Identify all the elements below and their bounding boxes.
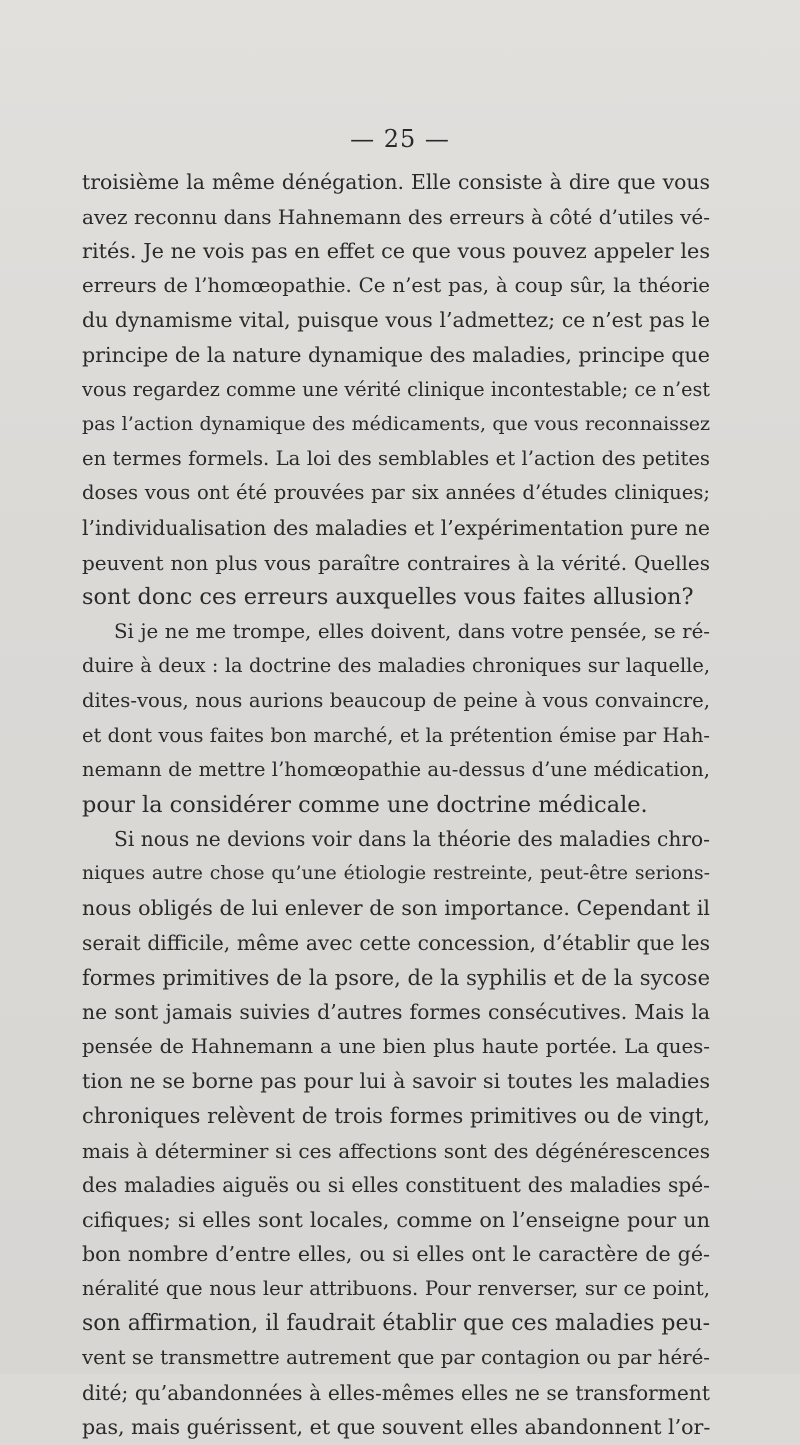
text-line: pas l’action dynamique des médicaments, que vous reconnaissez [82,413,710,436]
text-line: avez reconnu dans Hahnemann des erreurs à côté d’utiles vé- [82,204,710,229]
text-line: formes primitives de la psore, de la syphilis et de la sycose [82,965,710,990]
text-line: pensée de Hahnemann a une bien plus haute portée. La ques- [82,1034,710,1058]
text-line: serait difficile, même avec cette concession, d’établir que les [82,931,710,956]
text-line: chroniques relèvent de trois formes primitives ou de vingt, [82,1104,710,1129]
text-line: nemann de mettre l’homœopathie au-dessus d’une médication, [82,758,710,782]
text-line: doses vous ont été prouvées par six années d’études cliniques; [82,481,710,505]
page-number: — 25 — [350,125,450,153]
text-line: bon nombre d’entre elles, ou si elles ont le caractère de gé- [82,1242,710,1267]
text-line: pas, mais guérissent, et que souvent elles abandonnent l’or- [82,1415,710,1440]
text-line: dité; qu’abandonnées à elles-mêmes elles ne se transforment [82,1380,710,1405]
text-line: sont donc ces erreurs auxquelles vous faites allusion? [82,584,694,611]
text-line: troisième la même dénégation. Elle consiste à dire que vous [82,170,710,194]
text-line: erreurs de l’homœopathie. Ce n’est pas, à coup sûr, la théorie [82,273,710,297]
text-line: néralité que nous leur attribuons. Pour renverser, sur ce point, [82,1277,710,1300]
text-line: des maladies aiguës ou si elles constituent des maladies spé- [82,1173,710,1198]
text-line: vous regardez comme une vérité clinique incontestable; ce n’est [82,377,710,401]
text-line: rités. Je ne vois pas en effet ce que vous pouvez appeler les [82,239,710,264]
text-line: son affirmation, il faudrait établir que ces maladies peu- [82,1310,710,1336]
text-line: dites-vous, nous aurions beaucoup de peine à vous convaincre, [82,688,710,712]
text-line: tion ne se borne pas pour lui à savoir si toutes les maladies [82,1069,710,1094]
text-line: ne sont jamais suivies d’autres formes consécutives. Mais la [82,1000,710,1025]
text-line: l’individualisation des maladies et l’expérimentation pure ne [82,515,710,540]
text-line: Si nous ne devions voir dans la théorie des maladies chro- [114,827,710,852]
text-line: nous obligés de lui enlever de son importance. Cependant il [82,896,710,921]
text-line: vent se transmettre autrement que par contagion ou par héré- [82,1346,710,1370]
text-line: niques autre chose qu’une étiologie restreinte, peut-être serions- [82,862,710,884]
text-line: en termes formels. La loi des semblables et l’action des petites [82,446,710,470]
text-line: principe de la nature dynamique des maladies, principe que [82,342,710,367]
text-line: cifiques; si elles sont locales, comme on l’enseigne pour un [82,1207,710,1232]
text-line: duire à deux : la doctrine des maladies chroniques sur laquelle, [82,654,710,678]
text-line: pour la considérer comme une doctrine médicale. [82,791,648,818]
text-line: du dynamisme vital, puisque vous l’admettez; ce n’est pas le [82,308,710,333]
text-line: peuvent non plus vous paraître contraires à la vérité. Quelles [82,550,710,575]
body-text [82,165,710,1445]
text-line: Si je ne me trompe, elles doivent, dans votre pensée, se ré- [114,619,710,643]
text-line: mais à déterminer si ces affections sont des dégénérescences [82,1138,710,1163]
text-line: et dont vous faites bon marché, et la prétention émise par Hah- [82,723,710,747]
